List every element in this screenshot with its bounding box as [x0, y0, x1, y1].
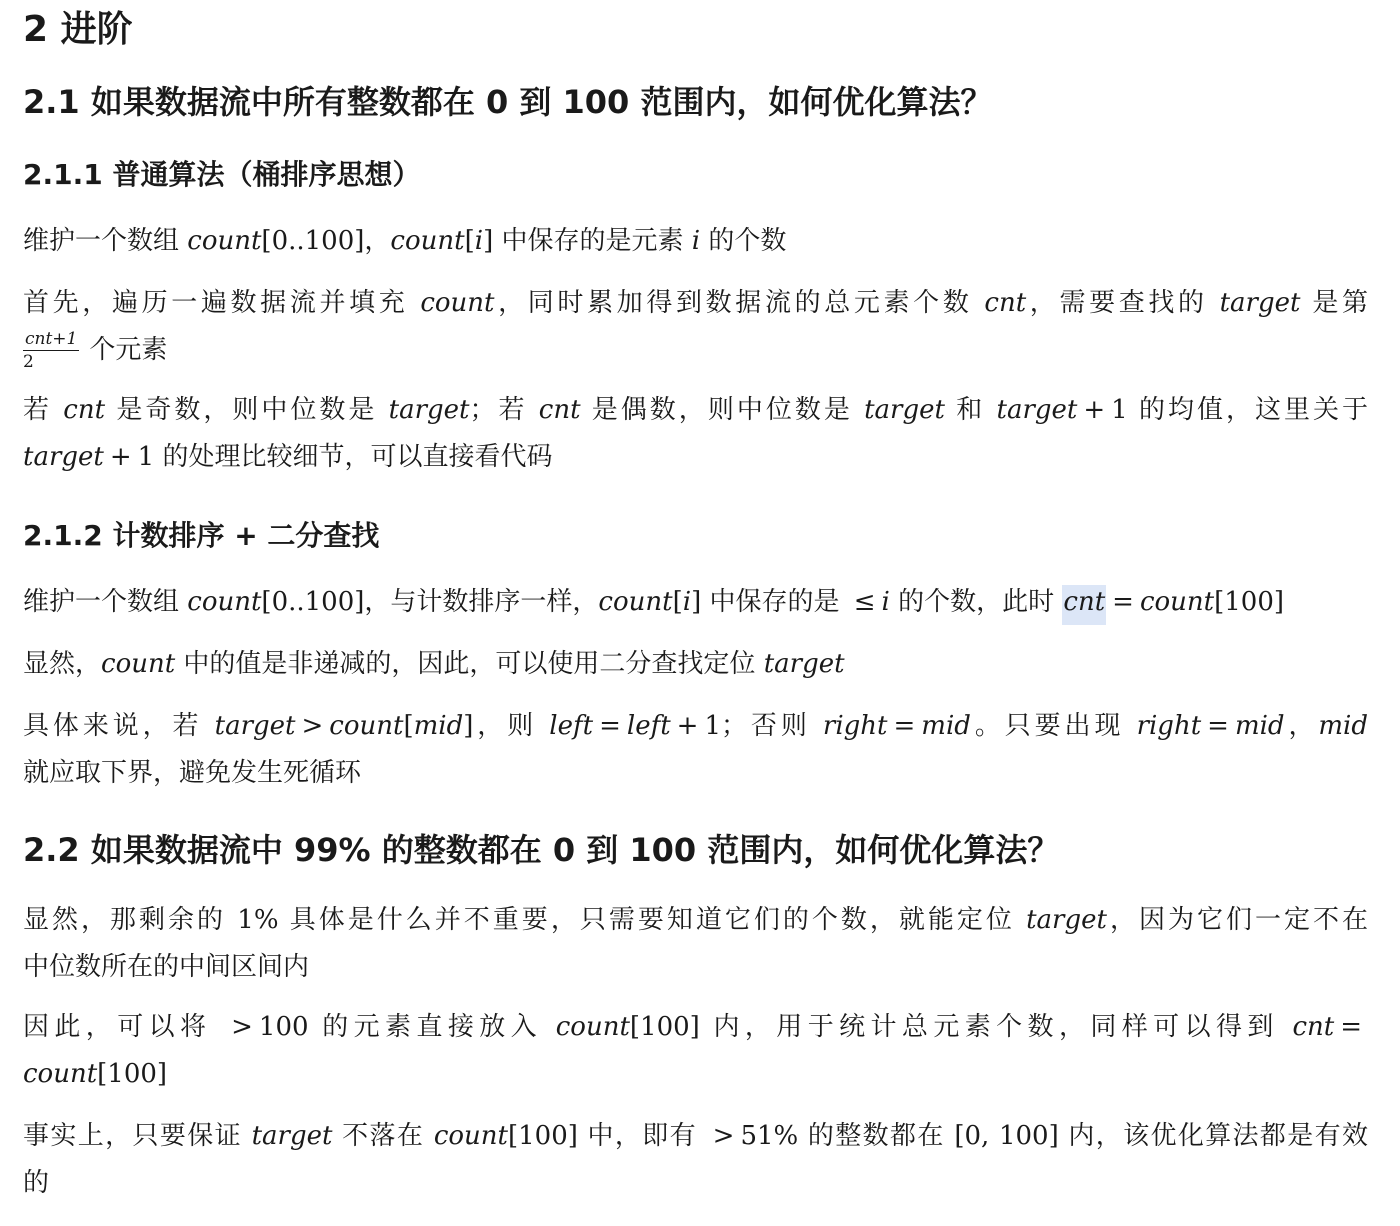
math-count: count — [598, 587, 673, 617]
text: ，则 — [473, 711, 550, 741]
math-gt: > — [231, 1012, 253, 1042]
text: 的个数 — [700, 226, 787, 256]
line — [23, 1113, 1368, 1160]
math-target: target — [23, 442, 104, 472]
text: ；若 — [469, 395, 539, 425]
math-i: i — [691, 226, 701, 256]
math-equals: = — [1340, 1012, 1363, 1042]
math-target: target — [864, 395, 945, 425]
math-count: count — [101, 649, 176, 679]
math-count: count — [23, 1059, 98, 1089]
text: 的整数都在 — [798, 1121, 955, 1151]
text: 维护一个数组 — [23, 226, 188, 256]
text: 显然，那剩余的 — [23, 905, 238, 935]
text: ，与计数排序一样， — [364, 587, 599, 617]
math-mid: mid — [1318, 711, 1369, 741]
math-index: [100] — [507, 1121, 578, 1151]
math-bracket: [ — [672, 587, 683, 617]
math-target: target — [214, 711, 296, 741]
math-target: target — [996, 395, 1078, 425]
line — [23, 1051, 1368, 1098]
math-plus: + — [676, 711, 699, 741]
text: ， — [364, 226, 391, 256]
math-target: target — [251, 1121, 333, 1151]
math-left: left — [626, 711, 671, 741]
math-plus: + — [1083, 395, 1106, 425]
text: 的处理比较细节，可以直接看代码 — [154, 442, 553, 472]
text: 是偶数，则中位数是 — [580, 395, 865, 425]
subsection-heading-2-1-1: 2.1.1 普通算法（桶排序思想） — [23, 158, 421, 191]
math-count: count — [420, 288, 495, 318]
math-target: target — [763, 649, 845, 679]
line — [23, 280, 1368, 327]
math-bracket: [ — [464, 226, 475, 256]
math-count: count — [555, 1012, 630, 1042]
paragraph-2-1-2-a — [23, 579, 1368, 626]
text: 首先，遍历一遍数据流并填充 — [23, 288, 421, 318]
text: 的个数，此时 — [889, 587, 1063, 617]
text: 个元素 — [89, 335, 168, 365]
text: 显然， — [23, 649, 102, 679]
text: ，同时累加得到数据流的总元素个数 — [494, 288, 985, 318]
paragraph-2-2-a — [23, 897, 1368, 991]
math-i: i — [881, 587, 890, 617]
math-equals: = — [893, 711, 916, 741]
text: 的均值，这里关于 — [1127, 395, 1369, 425]
math-i: i — [682, 587, 692, 617]
math-gt: > — [712, 1121, 735, 1151]
paragraph-2-1-2-b — [23, 641, 1368, 688]
math-range: [0..100] — [261, 226, 365, 256]
line — [23, 897, 1368, 944]
math-number: 100 — [258, 1012, 309, 1042]
math-percent: 51% — [740, 1121, 799, 1151]
line — [23, 387, 1368, 434]
math-fraction — [23, 328, 79, 372]
math-target: target — [1219, 288, 1301, 318]
text: 就应取下界，避免发生死循环 — [23, 758, 362, 788]
math-right: right — [822, 711, 888, 741]
math-mid: mid — [1234, 711, 1285, 741]
math-interval: [0, 100] — [954, 1121, 1059, 1151]
text: 的 — [23, 1168, 50, 1198]
section-heading-2: 2 进阶 — [23, 9, 133, 50]
math-bracket: ] — [691, 587, 702, 617]
math-left: left — [549, 711, 594, 741]
math-equals: = — [1207, 711, 1229, 741]
line — [23, 327, 1368, 374]
line — [23, 1160, 1368, 1207]
math-equals: = — [1112, 587, 1134, 617]
text: 中位数所在的中间区间内 — [23, 952, 310, 982]
math-percent: 1% — [237, 905, 279, 935]
text: 是奇数，则中位数是 — [105, 395, 389, 425]
fraction-numerator: cnt+1 — [25, 328, 78, 349]
math-cnt: cnt — [538, 395, 581, 425]
line — [23, 944, 1368, 991]
line — [23, 750, 1368, 797]
math-plus: + — [109, 442, 132, 472]
text: ，因为它们一定不在 — [1106, 905, 1368, 935]
text: 因此，可以将 — [23, 1012, 226, 1042]
math-count: count — [329, 711, 404, 741]
math-index: [100] — [1214, 587, 1285, 617]
paragraph-2-1-2-c — [23, 703, 1368, 797]
section-heading-2-1: 2.1 如果数据流中所有整数都在 0 到 100 范围内，如何优化算法？ — [23, 83, 993, 121]
math-count: count — [433, 1121, 508, 1151]
text: 的元素直接放入 — [308, 1012, 556, 1042]
text: ， — [1284, 711, 1319, 741]
text: 内，用于统计总元素个数，同样可以得到 — [699, 1012, 1293, 1042]
math-number: 1 — [704, 711, 721, 741]
text: 不落在 — [332, 1121, 434, 1151]
text: 具体来说，若 — [23, 711, 215, 741]
paragraph-2-1-1-b — [23, 280, 1368, 374]
math-range: [0..100] — [261, 587, 365, 617]
text: 若 — [23, 395, 64, 425]
text: 内，该优化算法都是有效 — [1058, 1121, 1369, 1151]
math-number: 1 — [1111, 395, 1128, 425]
math-cnt: cnt — [63, 395, 106, 425]
paragraph-2-1-1-c — [23, 387, 1368, 481]
math-count: count — [187, 226, 262, 256]
math-mid: mid — [413, 711, 464, 741]
math-gt: > — [301, 711, 324, 741]
math-i: i — [474, 226, 484, 256]
math-target: target — [1026, 905, 1107, 935]
math-equals: = — [599, 711, 621, 741]
highlighted-cnt[interactable]: cnt — [1062, 585, 1106, 625]
text: ，需要查找的 — [1026, 288, 1220, 318]
math-cnt: cnt — [1292, 1012, 1335, 1042]
math-leq: ≤ — [853, 587, 876, 617]
text: 。只要出现 — [970, 711, 1137, 741]
line — [23, 434, 1368, 481]
math-count: count — [187, 587, 262, 617]
text: 维护一个数组 — [23, 587, 188, 617]
math-bracket: ] — [483, 226, 494, 256]
text: 事实上，只要保证 — [23, 1121, 252, 1151]
text: 中保存的是元素 — [493, 226, 692, 256]
math-number: 1 — [137, 442, 155, 472]
text: 和 — [944, 395, 997, 425]
math-right: right — [1136, 711, 1202, 741]
math-count: count — [1139, 587, 1215, 617]
math-mid: mid — [921, 711, 971, 741]
text: 中保存的是 — [701, 587, 848, 617]
math-bracket: ] — [463, 711, 474, 741]
text: 具体是什么并不重要，只需要知道它们的个数，就能定位 — [278, 905, 1027, 935]
line — [23, 703, 1368, 750]
math-index: [100] — [629, 1012, 700, 1042]
fraction-denominator: 2 — [23, 351, 34, 372]
math-count: count — [390, 226, 465, 256]
text: 是第 — [1300, 288, 1369, 318]
paragraph-2-2-b — [23, 1004, 1368, 1098]
paragraph-2-2-c — [23, 1113, 1368, 1207]
paragraph-2-1-1-a — [23, 218, 1368, 265]
line — [23, 1004, 1368, 1051]
text: 中，即有 — [577, 1121, 707, 1151]
math-target: target — [388, 395, 470, 425]
section-heading-2-2: 2.2 如果数据流中 99% 的整数都在 0 到 100 范围内，如何优化算法？ — [23, 831, 1060, 869]
math-bracket: [ — [403, 711, 414, 741]
math-cnt: cnt — [984, 288, 1027, 318]
subsection-heading-2-1-2: 2.1.2 计数排序 + 二分查找 — [23, 519, 380, 552]
text: ；否则 — [721, 711, 823, 741]
text: 中的值是非递减的，因此，可以使用二分查找定位 — [175, 649, 764, 679]
math-index: [100] — [97, 1059, 168, 1089]
